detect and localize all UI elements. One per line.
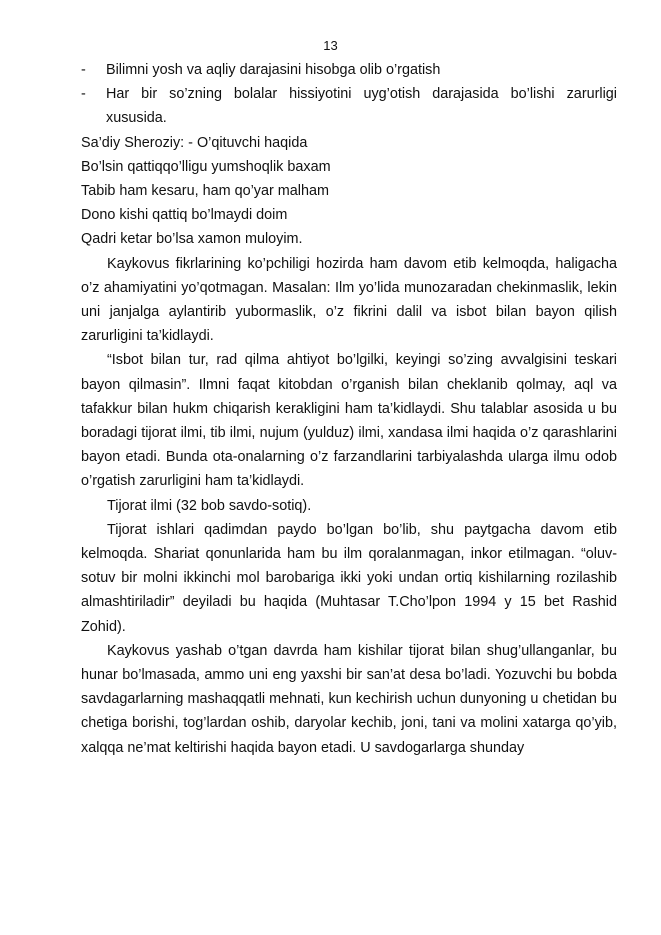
section-heading: Tijorat ilmi (32 bob savdo-sotiq).: [107, 497, 312, 514]
poem-line: Bo’lsin qattiqqo’lligu yumshoqlik baxam: [81, 158, 331, 175]
poem-line: Dono kishi qattiq bo’lmaydi doim: [81, 207, 288, 224]
bullet-item: [81, 58, 617, 82]
bullet-text: Bilimni yosh va aqliy darajasini hisobga olib o’rgatish: [106, 62, 441, 78]
document-body: [81, 58, 617, 760]
bullet-item: [81, 82, 617, 130]
poem-line: Qadri ketar bo’lsa xamon muloyim.: [81, 231, 303, 248]
bullet-text: Har bir so’zning bolalar hissiyotini uyg’otish darajasida bo’lishi zarurligi xususida.: [106, 86, 617, 127]
page-number: 13: [323, 38, 338, 53]
paragraph: Kaykovus fikrlarining ko’pchiligi hozirda ham davom etib kelmoqda, haligacha o’z ahamiyatini yo’qotmagan. Masalan: Ilm yo’lida munozaradan chekinmaslik, lekin uni janjalga aylantirib yubormaslik, o’z fikrini dalil va isbot bilan bayon qilish zarurligini ta’kidlaydi.: [81, 255, 617, 345]
bullet-dash: -: [81, 86, 86, 103]
bullet-dash: -: [81, 62, 86, 78]
paragraph: Kaykovus yashab o’tgan davrda ham kishilar tijorat bilan shug’ullanganlar, bu hunar bo’lmasada, ammo uni eng yaxshi bir san’at desa bo’ladi. Yozuvchi bu bobda savdagarlarning mashaqqatli mehnati, kun kechirish uchun dunyoning u chetidan bu chetiga borishi, tog’lardan oshib, daryolar kechib, joni, tani va molini xatarga qo’yib, xalqqa ne’mat keltirishi haqida bayon etadi. U savdogarlarga shunday: [81, 642, 617, 756]
poem-heading: Sa’diy Sheroziy: - O’qituvchi haqida: [81, 134, 308, 151]
paragraph: “Isbot bilan tur, rad qilma ahtiyot bo’lgilki, keyingi so’zing avvalgisini teskari bayon qilmasin”. Ilmni faqat kitobdan o’rganish bilan cheklanib qolmay, aql va tafakkur bilan hukm chiqarish kerakligini ham ta’kidlaydi. Shu talablar asosida u bu boradagi tijorat ilmi, tib ilmi, nujum (yulduz) ilmi, xandasa ilmi haqida o’z qarashlarini bayon etadi. Bunda ota-onalarning o’z farzandlarini tarbiyalashda ularga ilmu odob o’rgatish zarurligini ham ta’kidlaydi.: [81, 352, 617, 490]
poem-line: Tabib ham kesaru, ham qo’yar malham: [81, 183, 329, 200]
paragraph: Tijorat ishlari qadimdan paydo bo’lgan bo’lib, shu paytgacha davom etib kelmoqda. Shariat qonunlarida ham bu ilm qoralanmagan, inkor etilmagan. “oluv-sotuv bir molni ikkinchi mol barobariga ikki yoki undan ortiq kishilarning rozilashib almashtiriladir” deyiladi bu haqida (Muhtasar T.Cho’lpon 1994 y 15 bet Rashid Zohid).: [81, 521, 617, 635]
